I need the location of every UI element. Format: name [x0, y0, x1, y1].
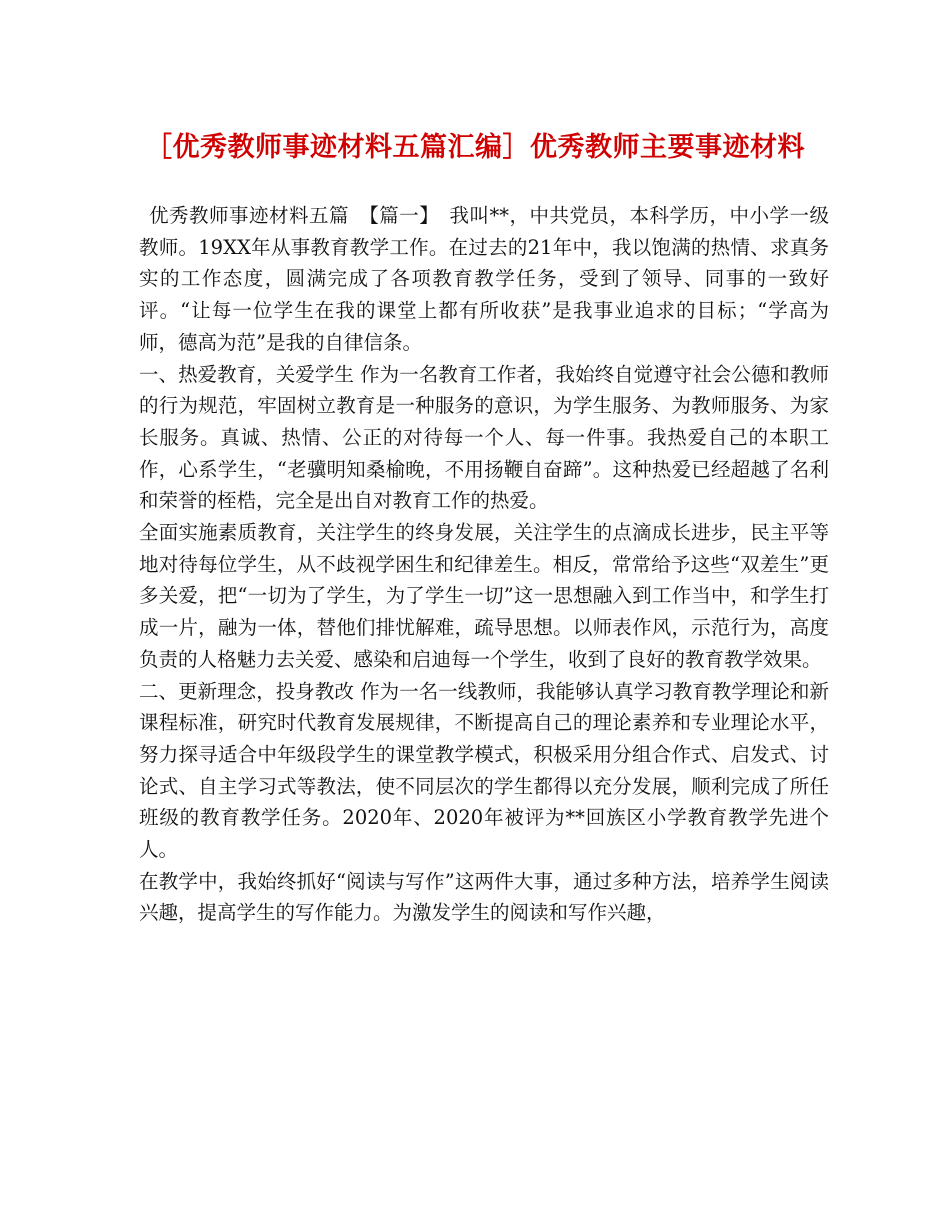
paragraph-section-two: 二、更新理念，投身教改 作为一名一线教师，我能够认真学习教育教学理论和新课程标准，研究时代教育发展规律，不断提高自己的理论素养和专业理论水平，努力探寻适合中年级段学生的课堂教学模式，积极采用分组合作式、启发式、讨论式、自主学习式等教法，使不同层次的学生都得以充分发展，顺利完成了所任班级的教育教学任务。2020年、2020年被评为**回族区小学教育教学先进个人。 — [139, 679, 829, 862]
paragraph-section-one: 一、热爱教育，关爱学生 作为一名教育工作者，我始终自觉遵守社会公德和教师的行为规范，牢固树立教育是一种服务的意识，为学生服务、为教师服务、为家长服务。真诚、热情、公正的对待每一个人、每一件事。我热爱自己的本职工作，心系学生，“老骥明知桑榆晚，不用扬鞭自奋蹄”。这种热爱已经超越了名利和荣誉的桎梏，完全是出自对教育工作的热爱。 — [139, 362, 829, 513]
document-title: ［优秀教师事迹材料五篇汇编］优秀教师主要事迹材料 — [145, 132, 805, 163]
paragraph-reading-writing: 在教学中，我始终抓好“阅读与写作”这两件大事，通过多种方法，培养学生阅读兴趣，提高学生的写作能力。为激发学生的阅读和写作兴趣， — [139, 869, 829, 925]
document-body — [139, 200, 829, 929]
paragraph-intro: 优秀教师事迹材料五篇 【篇一】 我叫**，中共党员，本科学历，中小学一级教师。19XX年从事教育教学工作。在过去的21年中，我以饱满的热情、求真务实的工作态度，圆满完成了各项教育教学任务，受到了领导、同事的一致好评。“让每一位学生在我的课堂上都有所收获”是我事业追求的目标；“学高为师，德高为范”是我的自律信条。 — [139, 204, 829, 354]
paragraph-quality-education: 全面实施素质教育，关注学生的终身发展，关注学生的点滴成长进步，民主平等地对待每位学生，从不歧视学困生和纪律差生。相反，常常给予这些“双差生”更多关爱，把“一切为了学生，为了学生一切”这一思想融入到工作当中，和学生打成一片，融为一体，替他们排忧解难，疏导思想。以师表作风，示范行为，高度负责的人格魅力去关爱、感染和启迪每一个学生，收到了良好的教育教学效果。 — [139, 521, 829, 671]
